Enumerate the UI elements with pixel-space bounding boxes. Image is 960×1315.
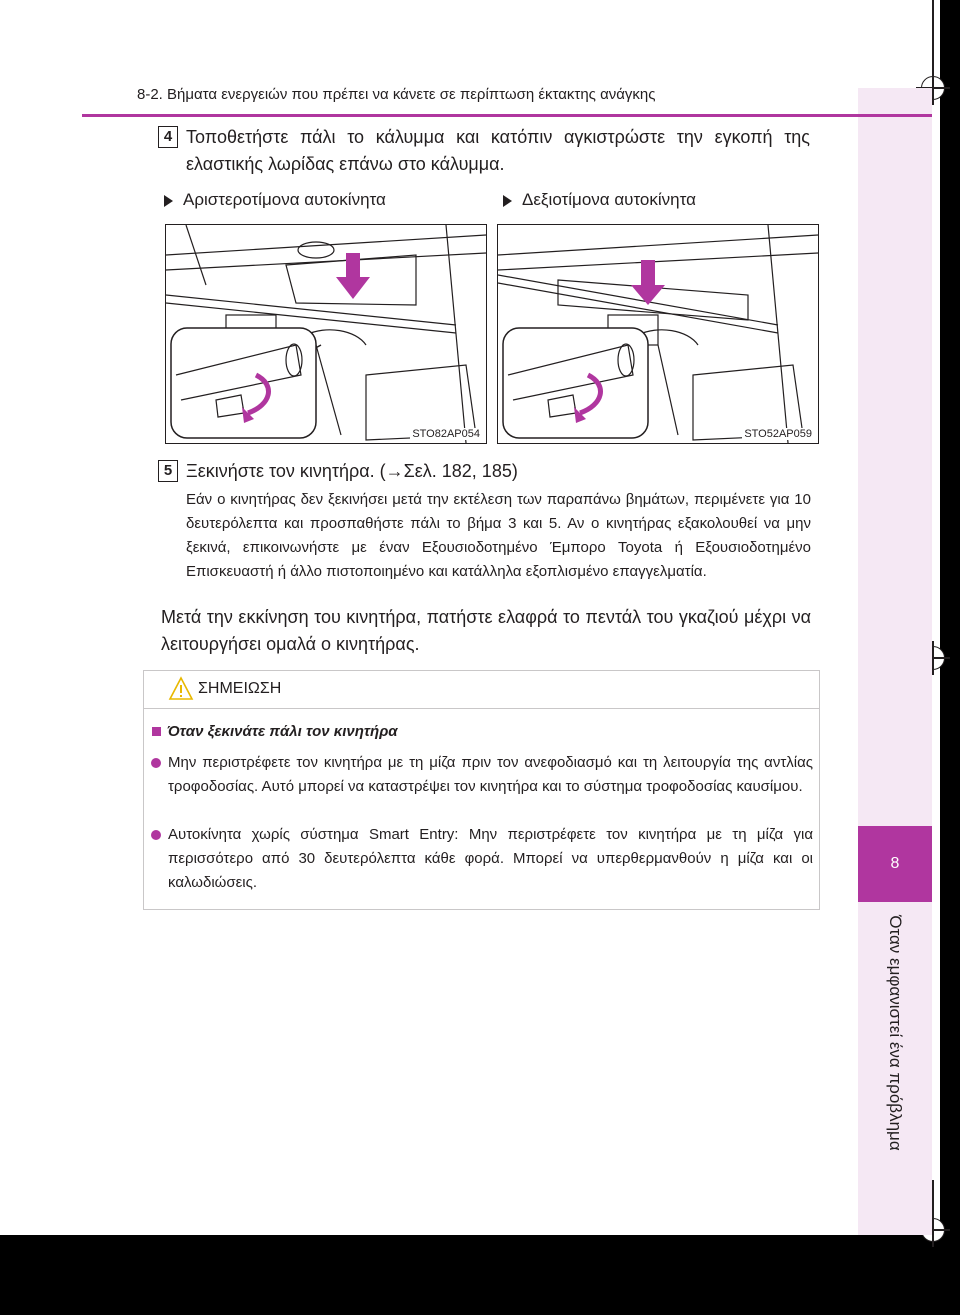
image-code: STO52AP059 [744, 428, 812, 440]
illustration-left-hand-drive [165, 224, 487, 444]
header-rule [82, 114, 932, 117]
after-start-text: Μετά την εκκίνηση του κινητήρα, πατήστε ελαφρά το πεντάλ του γκαζιού μέχρι να λειτουργήσει ομαλά ο κινητήρας. [161, 607, 811, 654]
round-bullet-icon [151, 758, 161, 768]
triangle-bullet-icon [164, 195, 173, 207]
round-bullet-icon [151, 830, 161, 840]
note-title: ΣΗΜΕΙΩΣΗ [198, 680, 282, 697]
square-bullet-icon [152, 727, 161, 736]
note-bullet: Αυτοκίνητα χωρίς σύστημα Smart Entry: Μην περιστρέφετε τον κινητήρα με τη μίζα για περισσότερο από 30 δευτερόλεπτα κάθε φορά. Μπορεί να υπερθερμανθούν η μίζα και οι καλωδιώσεις. [168, 823, 813, 895]
right-hand-drive-label: Δεξιοτίμονα αυτοκίνητα [503, 190, 696, 210]
step-5-detail: Εάν ο κινητήρας δεν ξεκινήσει μετά την εκτέλεση των παραπάνω βημάτων, περιμένετε για 10 δευτερόλεπτα και προσπαθήστε πάλι το βήμα 3 και 5. Αν ο κινητήρας εξακολουθεί να μην ξεκινά, επικοινωνήστε με έναν Εξουσιοδοτημένο Έμπορο Toyota ή Εξουσιοδοτημένο Επισκευαστή ή άλλο πιστοποιημένο και κατάλληλα εξοπλισμένο επαγγελματία. [186, 491, 811, 580]
note-subtitle: Όταν ξεκινάτε πάλι τον κινητήρα [152, 723, 398, 740]
step-4-text: Τοποθετήστε πάλι το κάλυμμα και κατόπιν αγκιστρώστε την εγκοπή της ελαστικής λωρίδας επάνω στο κάλυμμα. [186, 127, 810, 174]
note-box [143, 670, 820, 910]
step-5-text: Ξεκινήστε τον κινητήρα. (→Σελ. 182, 185) [186, 461, 518, 481]
image-code: STO82AP054 [412, 428, 480, 440]
left-hand-drive-label: Αριστεροτίμονα αυτοκίνητα [164, 190, 386, 210]
step-number-5: 5 [158, 460, 178, 482]
triangle-bullet-icon [503, 195, 512, 207]
chapter-title: Όταν εμφανιστεί ένα πρόβλημα [886, 915, 905, 1151]
note-header [144, 671, 819, 709]
section-header: 8-2. Βήματα ενεργειών που πρέπει να κάνετε σε περίπτωση έκτακτης ανάγκης [137, 86, 656, 103]
chapter-tab[interactable]: 8 [858, 826, 932, 902]
illustration-right-hand-drive [497, 224, 819, 444]
step-number-4: 4 [158, 126, 178, 148]
warning-triangle-icon [168, 676, 194, 702]
crop-mark [932, 0, 934, 80]
note-bullet: Μην περιστρέφετε τον κινητήρα με τη μίζα πριν τον ανεφοδιασμό και τη λειτουργία της αντλίας τροφοδοσίας. Αυτό μπορεί να καταστρέψει τον κινητήρα και το σύστημα τροφοδοσίας καυσίμου. [168, 751, 813, 799]
